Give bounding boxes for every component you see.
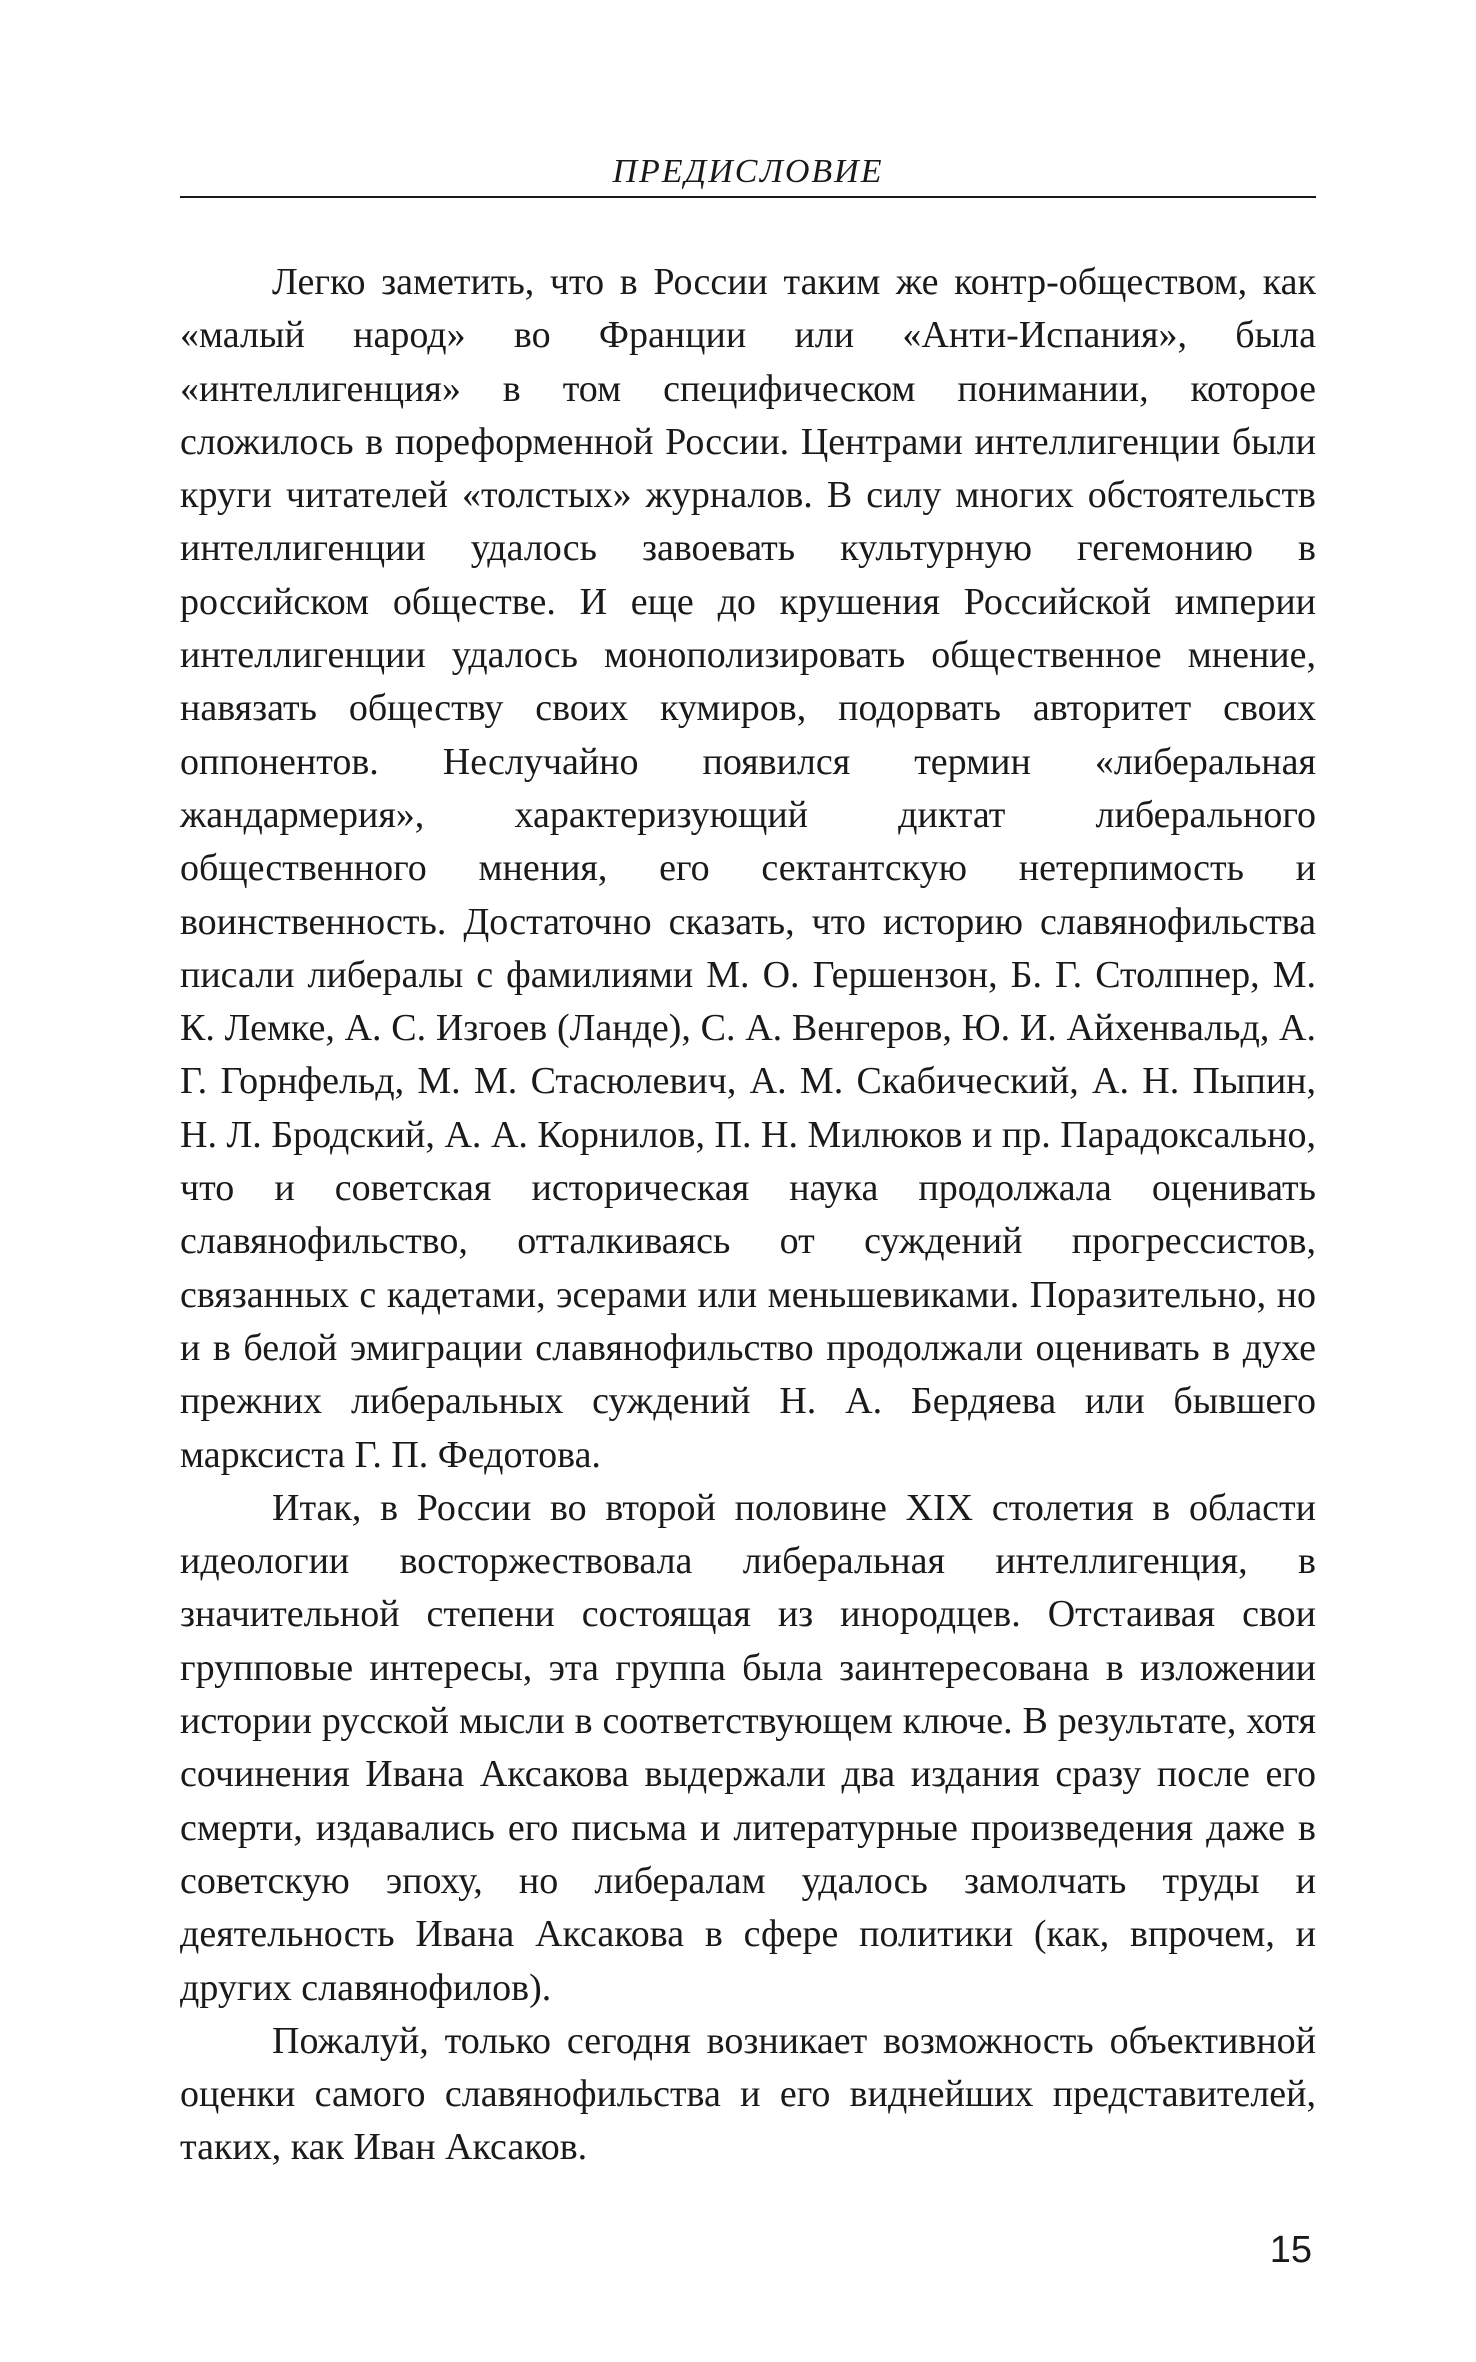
paragraph-1: Легко заметить, что в России таким же контр-обществом, как «малый народ» во Франции или «Анти-Испания», была «интеллигенция» в том специфическом понимании, которое сложилось в пореформенной России. Центрами интеллигенции были круги читателей «толстых» журналов. В силу многих обстоятельств интеллигенции удалось завоевать культурную гегемонию в российском обществе. И еще до крушения Российской империи интеллигенции удалось монополизировать общественное мнение, навязать обществу своих кумиров, подорвать авторитет своих оппонентов. Неслучайно появился термин «либеральная жандармерия», характеризующий диктат либерального общественного мнения, его сектантскую нетерпимость и воинственность. Достаточно сказать, что историю славянофильства писали либералы с фамилиями М. О. Гершензон, Б. Г. Столпнер, М. К. Лемке, А. С. Изгоев (Ланде), С. А. Венгеров, Ю. И. Айхенвальд, А. Г. Горнфельд, М. М. Стасюлевич, А. М. Скабический, А. Н. Пыпин, Н. Л. Бродский, А. А. Корнилов, П. Н. Милюков и пр. Парадоксально, что и советская историческая наука продолжала оценивать славянофильство, отталкиваясь от суждений прогрессистов, связанных с кадетами, эсерами или меньшевиками. Поразительно, но и в белой эмиграции славянофильство продолжали оценивать в духе прежних либеральных суждений Н. А. Бердяева или бывшего марксиста Г. П. Федотова. bbox=[180, 261, 1316, 1476]
body-text bbox=[180, 256, 1316, 2175]
page-number: 15 bbox=[1269, 2229, 1312, 2271]
paragraph-2: Итак, в России во второй половине XIX столетия в области идеологии восторжествовала либеральная интеллигенция, в значительной степени состоящая из инородцев. Отстаивая свои групповые интересы, эта группа была заинтересована в изложении истории русской мысли в соответствующем ключе. В результате, хотя сочинения Ивана Аксакова выдержали два издания сразу после его смерти, издавались его письма и литературные произведения даже в советскую эпоху, но либералам удалось замолчать труды и деятельность Ивана Аксакова в сфере политики (как, впрочем, и других славянофилов). bbox=[180, 1486, 1316, 2009]
running-head: ПРЕДИСЛОВИЕ bbox=[612, 153, 884, 190]
header-rule bbox=[180, 196, 1316, 198]
paragraph-3: Пожалуй, только сегодня возникает возможность объективной оценки самого славянофильства и его виднейших представителей, таких, как Иван Аксаков. bbox=[180, 2019, 1316, 2169]
